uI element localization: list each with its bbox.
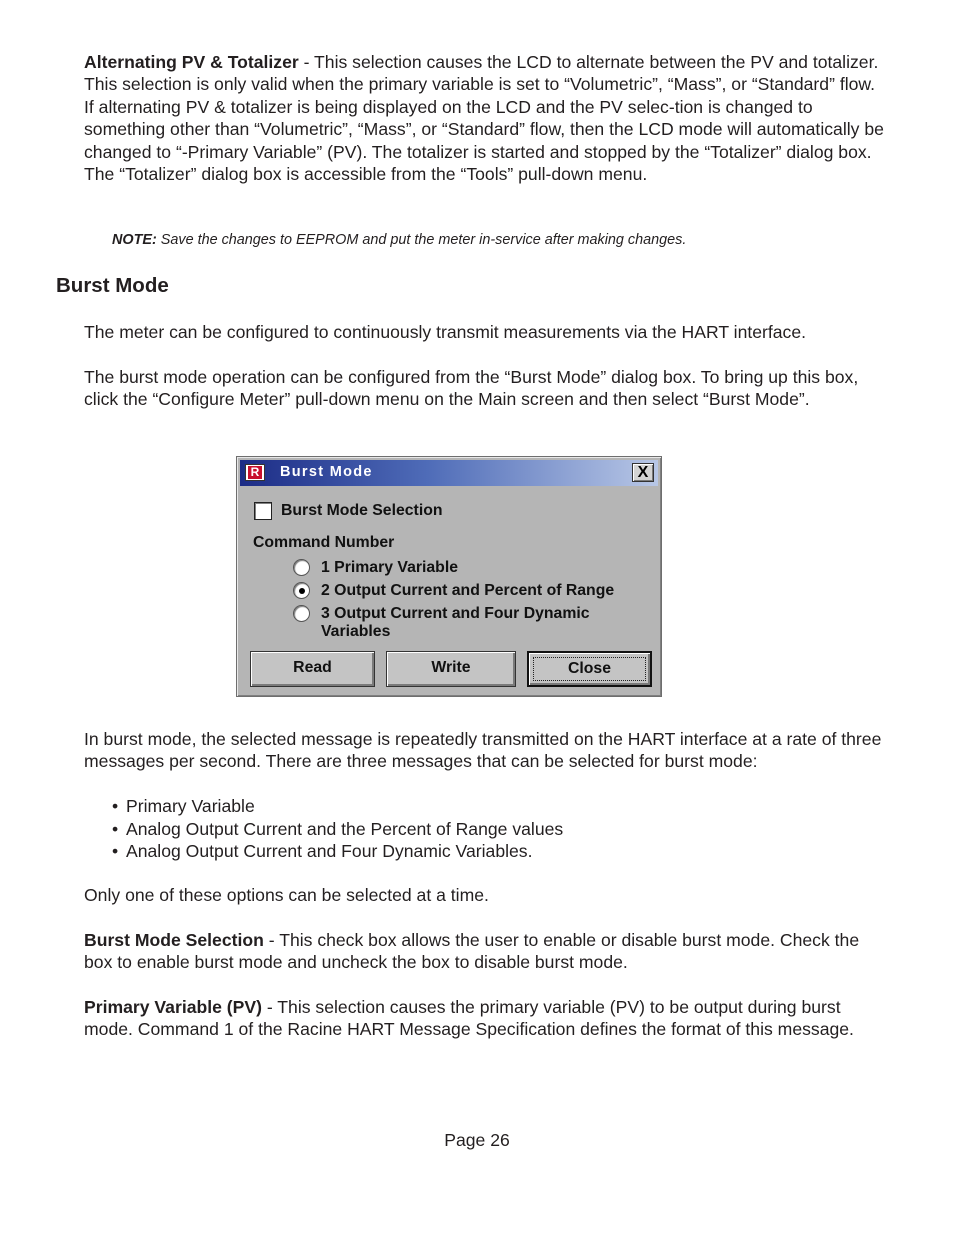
burst-selection-paragraph — [84, 929, 884, 974]
section-heading: Burst Mode — [56, 274, 169, 297]
burst-selection-term: Burst Mode Selection — [84, 930, 264, 950]
radio-output-current-percent-label[interactable]: 2 Output Current and Percent of Range — [321, 582, 615, 599]
burst-mode-dialog — [236, 456, 662, 697]
instructions-paragraph: The burst mode operation can be configured from the “Burst Mode” dialog box. To bring up this box, click the “Configure Meter” pull-down menu on the Main screen and then select “Burst Mode”. — [84, 367, 859, 410]
burst-selection-text: - This check box allows the user to enable or disable burst mode. Check the box to enable burst mode and uncheck the box to disable burst mode. — [84, 930, 860, 973]
command-number-label: Command Number — [253, 534, 395, 551]
write-button[interactable]: Write — [386, 651, 516, 687]
radio-output-current-dynamic[interactable] — [293, 605, 310, 622]
alternating-pv-term: Alternating PV & Totalizer — [84, 52, 299, 72]
radio-output-current-dynamic-label[interactable]: 3 Output Current and Four Dynamic Variables — [321, 605, 590, 640]
dialog-title: Burst Mode — [280, 464, 373, 480]
burst-mode-checkbox[interactable] — [254, 502, 272, 520]
primary-variable-term: Primary Variable (PV) — [84, 997, 262, 1017]
message-options-list — [112, 795, 563, 863]
close-button-label: Close — [567, 660, 612, 677]
note — [112, 230, 686, 250]
primary-variable-paragraph — [84, 996, 884, 1041]
close-button[interactable] — [527, 651, 652, 687]
page-number: Page 26 — [444, 1130, 510, 1150]
list-item: • Analog Output Current and the Percent of Range values — [112, 818, 563, 841]
radio-primary-variable[interactable] — [293, 559, 310, 576]
close-icon[interactable]: X — [632, 463, 654, 482]
intro-paragraph: The meter can be configured to continuously transmit measurements via the HART interface. — [84, 322, 807, 342]
burst-mode-checkbox-label[interactable]: Burst Mode Selection — [281, 502, 443, 519]
radio-output-current-percent[interactable] — [293, 582, 310, 599]
primary-variable-text: - This selection causes the primary variable (PV) to be output during burst mode. Command 1 of the Racine HART Message Specification defines the format of this message. — [84, 997, 854, 1040]
read-button[interactable]: Read — [250, 651, 375, 687]
list-item: • Analog Output Current and Four Dynamic Variables. — [112, 840, 563, 863]
app-logo-icon — [245, 464, 265, 481]
radio-primary-variable-label[interactable]: 1 Primary Variable — [321, 559, 458, 576]
app-logo-letter: R — [248, 466, 262, 479]
list-item: • Primary Variable — [112, 795, 563, 818]
burst-description-paragraph: In burst mode, the selected message is repeatedly transmitted on the HART interface at a rate of three messages per second. There are three messages that can be selected for burst mode: — [84, 729, 882, 772]
dialog-titlebar[interactable] — [240, 460, 658, 486]
alternating-pv-paragraph — [84, 51, 884, 185]
note-label: NOTE: — [112, 232, 157, 248]
note-text: Save the changes to EEPROM and put the meter in-service after making changes. — [156, 232, 687, 248]
only-one-paragraph: Only one of these options can be selected at a time. — [84, 885, 489, 905]
alternating-pv-text: - This selection causes the LCD to alternate between the PV and totalizer. This selection is only valid when the primary variable is set to “Volumetric”, “Mass”, or “Standard” flow. If alternating PV & totalizer is being displayed on the LCD and the PV selec-tion is changed to something other than “Volumetric”, “Mass”, or “Standard” flow, then the LCD mode will automatically be changed to “-Primary Variable” (PV). The totalizer is started and stopped by the “Totalizer” dialog box. The “Totalizer” dialog box is accessible from the “Tools” pull-down menu. — [84, 52, 884, 185]
focus-outline — [533, 657, 646, 681]
